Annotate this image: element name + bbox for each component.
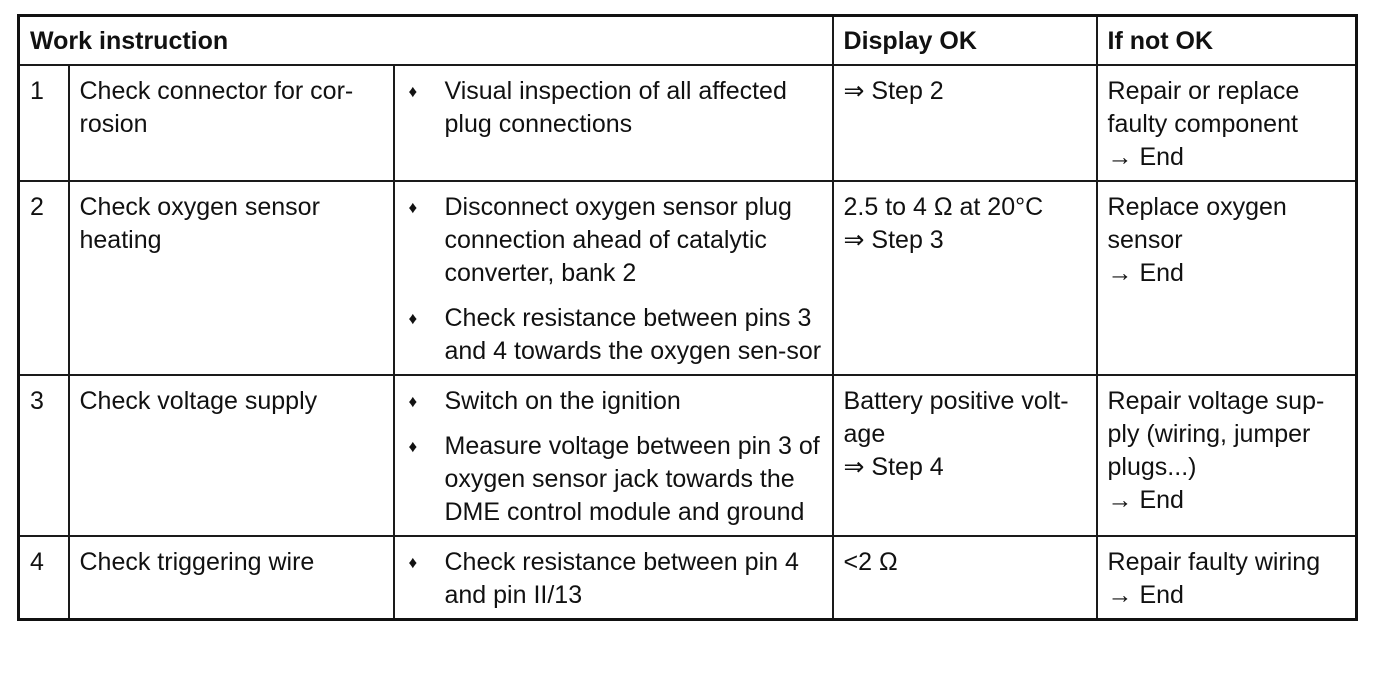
instruction-list: [405, 385, 822, 529]
action-line: Replace oxygen sensor: [1107, 193, 1287, 254]
list-item: [405, 430, 822, 529]
display-ok-result: [833, 536, 1097, 620]
if-not-ok-action: [1097, 181, 1357, 375]
bullet-diamond-icon: ♦: [408, 309, 418, 328]
check-description: Check oxygen sensor heating: [69, 181, 394, 375]
instruction-steps: [394, 65, 833, 181]
list-item: [405, 75, 822, 141]
instruction-text: Visual inspection of all affected plug connections: [444, 77, 787, 138]
table-body: [19, 65, 1357, 620]
instruction-list: [405, 546, 822, 612]
action-line: → End: [1107, 581, 1184, 609]
result-line: ⇒ Step 2: [843, 77, 944, 105]
step-number: 3: [19, 375, 69, 536]
display-ok-result: [833, 65, 1097, 181]
list-item: [405, 546, 822, 612]
instruction-steps: [394, 181, 833, 375]
list-item: [405, 191, 822, 290]
table-row: [19, 181, 1357, 375]
instruction-text: Disconnect oxygen sensor plug connection ahead of catalytic converter, bank 2: [444, 193, 792, 287]
list-item: [405, 302, 822, 368]
result-line: <2 Ω: [843, 548, 898, 576]
if-not-ok-action: [1097, 65, 1357, 181]
instruction-steps: [394, 536, 833, 620]
bullet-diamond-icon: ♦: [408, 392, 418, 411]
table-row: [19, 65, 1357, 181]
instruction-text: Measure voltage between pin 3 of oxygen sensor jack towards the DME control module and ground: [444, 432, 820, 526]
action-line: Repair faulty wiring: [1107, 548, 1321, 576]
instruction-text: Switch on the ignition: [444, 387, 681, 415]
work-instruction-table: [17, 14, 1358, 621]
check-description: Check connector for cor-rosion: [69, 65, 394, 181]
instruction-list: [405, 75, 822, 141]
if-not-ok-action: [1097, 536, 1357, 620]
header-if-not-ok: If not OK: [1097, 16, 1357, 66]
result-line: Battery positive volt-age: [843, 387, 1069, 448]
instruction-steps: [394, 375, 833, 536]
result-line: 2.5 to 4 Ω at 20°C: [843, 193, 1044, 221]
bullet-diamond-icon: ♦: [408, 437, 418, 456]
instruction-text: Check resistance between pin 4 and pin II/13: [444, 548, 799, 609]
instruction-text: Check resistance between pins 3 and 4 towards the oxygen sen-sor: [444, 304, 822, 365]
table-row: [19, 536, 1357, 620]
display-ok-result: [833, 181, 1097, 375]
action-line: → End: [1107, 259, 1184, 287]
step-number: 4: [19, 536, 69, 620]
bullet-diamond-icon: ♦: [408, 198, 418, 217]
instruction-list: [405, 191, 822, 368]
bullet-diamond-icon: ♦: [408, 82, 418, 101]
result-line: ⇒ Step 4: [843, 453, 944, 481]
action-line: → End: [1107, 486, 1184, 514]
action-line: Repair or replace faulty component: [1107, 77, 1300, 138]
table-header-row: [19, 16, 1357, 66]
list-item: [405, 385, 822, 418]
result-line: ⇒ Step 3: [843, 226, 944, 254]
header-display-ok: Display OK: [833, 16, 1097, 66]
action-line: Repair voltage sup-ply (wiring, jumper plugs...): [1107, 387, 1325, 481]
step-number: 1: [19, 65, 69, 181]
header-work-instruction: Work instruction: [19, 16, 833, 66]
display-ok-result: [833, 375, 1097, 536]
action-line: → End: [1107, 143, 1184, 171]
bullet-diamond-icon: ♦: [408, 553, 418, 572]
check-description: Check voltage supply: [69, 375, 394, 536]
if-not-ok-action: [1097, 375, 1357, 536]
step-number: 2: [19, 181, 69, 375]
table-row: [19, 375, 1357, 536]
check-description: Check triggering wire: [69, 536, 394, 620]
